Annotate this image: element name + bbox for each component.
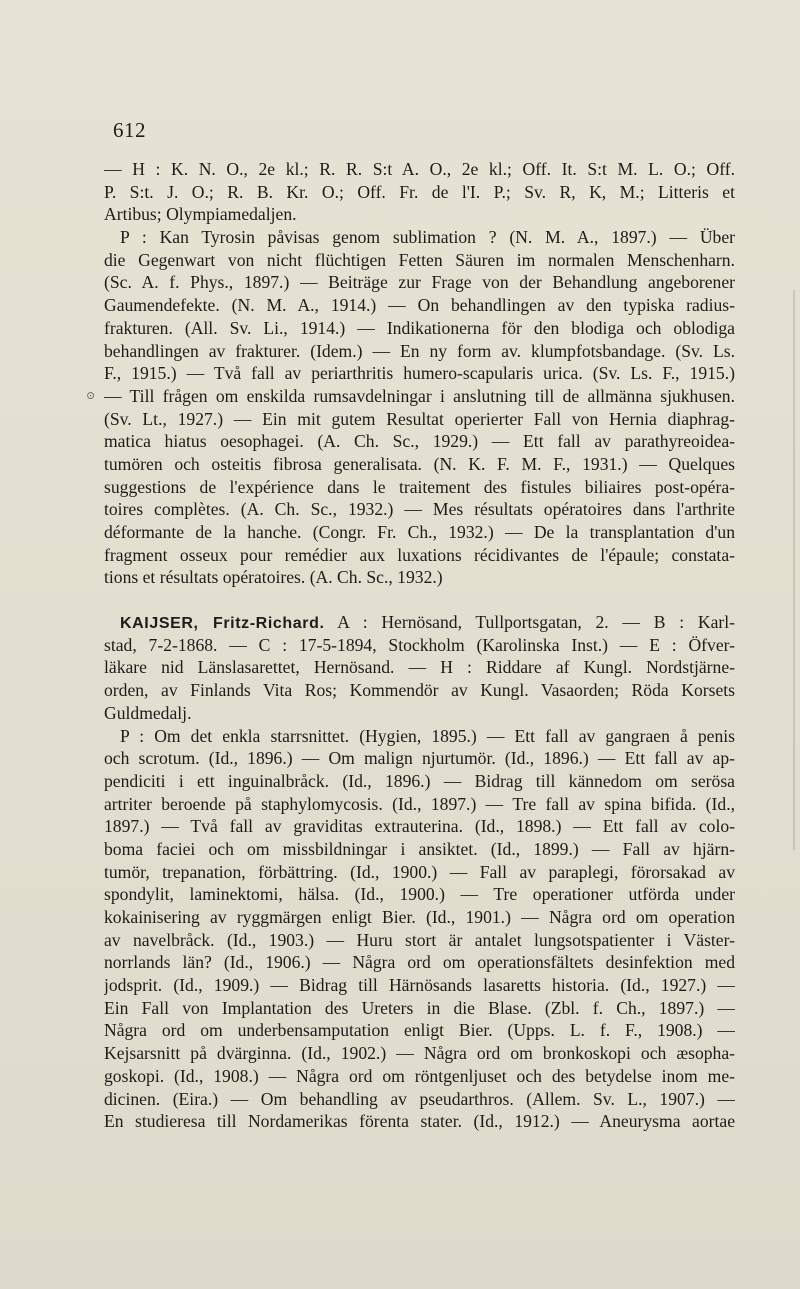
text-line: tumör, trepanation, förbättring. (Id., 1900.) — Fall av paraplegi, förorsakad av: [104, 861, 735, 882]
text-line: P. S:t. J. O.; R. B. Kr. O.; Off. Fr. de l'I. P.; Sv. R, K, M.; Litteris et: [104, 181, 735, 202]
text-line: Några ord om underbensamputation enligt Bier. (Upps. L. f. F., 1908.) —: [104, 1020, 735, 1041]
text-line: dicinen. (Eira.) — Om behandling av pseudarthros. (Allem. Sv. L., 1907.) —: [104, 1088, 735, 1109]
text-line: fragment osseux pour remédier aux luxations récidivantes de l'épaule; constata-: [104, 544, 735, 565]
text-line: spondylit, laminektomi, hälsa. (Id., 1900.) — Tre operationer utförda under: [104, 884, 735, 905]
text-line: déformante de la hanche. (Congr. Fr. Ch., 1932.) — De la transplantation d'un: [104, 522, 735, 542]
text-line: Gaumendefekte. (N. M. A., 1914.) — On behandlingen av den typiska radius-: [104, 295, 735, 316]
entry-separator: [104, 589, 735, 611]
text-line: die Gegenwart von nicht flüchtigen Fetten Säuren im normalen Menschenharn.: [104, 249, 735, 270]
text-line: (Sc. A. f. Phys., 1897.) — Beiträge zur Frage von der Behandlung angeborener: [104, 272, 735, 293]
text-line: — H : K. N. O., 2e kl.; R. R. S:t A. O., 2e kl.; Off. It. S:t M. L. O.; Off.: [104, 159, 735, 179]
text-line: goskopi. (Id., 1908.) — Några ord om röntgenljuset och des betydelse inom me-: [104, 1065, 735, 1086]
entry-name: KAIJSER, Fritz-Richard.: [120, 615, 325, 633]
text-line: av navelbråck. (Id., 1903.) — Huru stort är antalet lungsotspatienter i Väster-: [104, 929, 735, 950]
text-line: kokainisering av ryggmärgen enligt Bier. (Id., 1901.) — Några ord om operation: [104, 907, 735, 927]
text-line: tumören och osteitis fibrosa generalisata. (N. K. F. M. F., 1931.) — Quelques: [104, 453, 735, 474]
text-line: jodsprit. (Id., 1909.) — Bidrag till Härnösands lasaretts historia. (Id., 1927.) —: [104, 975, 735, 996]
text-line: P : Kan Tyrosin påvisas genom sublimation ? (N. M. A., 1897.) — Über: [120, 227, 735, 248]
text-line: artriter beroende på staphylomycosis. (Id., 1897.) — Tre fall av spina bifida. (Id.,: [104, 793, 735, 814]
text-line: orden, av Finlands Vita Ros; Kommendör av Kungl. Vasaorden; Röda Korsets: [104, 680, 735, 701]
text-body: [104, 158, 735, 1133]
text-line: Guldmedalj.: [104, 702, 192, 723]
text-line: frakturen. (All. Sv. Li., 1914.) — Indikationerna för den blodiga och oblodiga: [104, 317, 735, 338]
text-line: tions et résultats opératoires. (A. Ch. Sc., 1932.): [104, 567, 443, 588]
text-line: stad, 7-2-1868. — C : 17-5-1894, Stockholm (Karolinska Inst.) — E : Öfver-: [104, 634, 735, 655]
text-line: (Sv. Lt., 1927.) — Ein mit gutem Resultat operierter Fall von Hernia diaphrag-: [104, 408, 735, 429]
text-line: boma faciei och om missbildningar i ansiktet. (Id., 1899.) — Fall av hjärn-: [104, 838, 735, 859]
text-line: behandlingen av frakturer. (Idem.) — En ny form av. klumpfotsbandage. (Sv. Ls.: [104, 340, 735, 361]
text-line: och scrotum. (Id., 1896.) — Om malign njurtumör. (Id., 1896.) — Ett fall av ap-: [104, 748, 735, 769]
entry-heading-rest: A : Hernösand, Tullportsgatan, 2. — B : Karl-: [324, 612, 735, 633]
text-line: Kejsarsnitt på dvärginna. (Id., 1902.) — Några ord om bronkoskopi och æsopha-: [104, 1043, 735, 1064]
text-line: norrlands län? (Id., 1906.) — Några ord om operationsfältets desinfektion med: [104, 952, 735, 973]
text-line: Ein Fall von Implantation des Ureters in die Blase. (Zbl. f. Ch., 1897.) —: [104, 997, 735, 1018]
text-line: F., 1915.) — Två fall av periarthritis humero-scapularis urica. (Sv. Ls. F., 1915.): [104, 363, 735, 384]
text-line: — Till frågen om enskilda rumsavdelningar i anslutning till de allmänna sjukhusen.: [104, 385, 735, 406]
text-line: En studieresa till Nordamerikas förenta stater. (Id., 1912.) — Aneurysma aortae: [104, 1111, 735, 1132]
page-edge-shadow: [793, 290, 795, 850]
text-line: läkare nid Länslasarettet, Hernösand. — H : Riddare af Kungl. Nordstjärne-: [104, 657, 735, 678]
text-line: toires complètes. (A. Ch. Sc., 1932.) — Mes résultats opératoires dans l'arthrite: [104, 499, 735, 520]
text-line: Artibus; Olympiamedaljen.: [104, 204, 297, 225]
entry-heading-line: [104, 611, 735, 634]
margin-mark: ⊙: [86, 390, 96, 402]
text-line: pendiciti i ett inguinalbråck. (Id., 1896.) — Bidrag till kännedom om serösa: [104, 770, 735, 791]
text-line: P : Om det enkla starrsnittet. (Hygien, 1895.) — Ett fall av gangraen å penis: [120, 725, 735, 746]
text-line: suggestions de l'expérience dans le traitement des fistules biliaires post-opéra-: [104, 476, 735, 497]
page-number: 612: [113, 118, 146, 142]
text-line: 1897.) — Två fall av graviditas extrauterina. (Id., 1898.) — Ett fall av colo-: [104, 816, 735, 837]
text-line: matica hiatus oesophagei. (A. Ch. Sc., 1929.) — Ett fall av parathyreoidea-: [104, 431, 735, 452]
